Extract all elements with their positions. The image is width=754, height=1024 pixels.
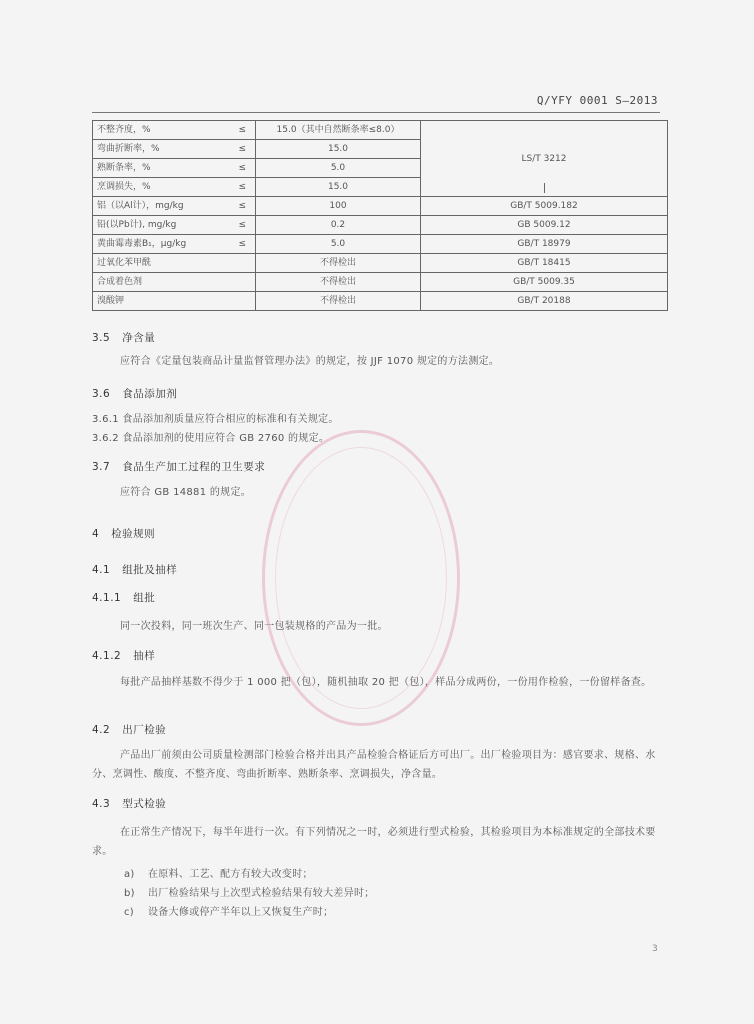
table-cell-method: GB/T 20188 [421, 292, 668, 311]
paragraph-4-3: 在正常生产情况下，每半年进行一次。有下列情况之一时，必须进行型式检验，其检验项目为本标准规定的全部技术要求。 [92, 827, 656, 857]
table-cell-operator: ≤ [230, 140, 256, 159]
section-title: 抽样 [133, 650, 156, 662]
section-number: 4.1.1 [92, 592, 122, 604]
section-heading-3-7 [92, 459, 265, 474]
table-cell-item: 黄曲霉毒素B₁，μg/kg [93, 235, 230, 254]
table-cell-item: 弯曲折断率，% [93, 140, 230, 159]
table-cell-item: 溴酸钾 [93, 292, 256, 311]
quality-spec-table [92, 120, 668, 311]
list-text: 设备大修或停产半年以上又恢复生产时； [148, 907, 334, 918]
list-text: 出厂检验结果与上次型式检验结果有较大差异时； [148, 888, 375, 899]
page-number: 3 [652, 944, 658, 954]
list-label: b) [124, 888, 135, 899]
section-title: 型式检验 [122, 798, 167, 810]
section-heading-3-5 [92, 330, 155, 345]
table-cell-item: 铝（以Al计），mg/kg [93, 197, 230, 216]
table-cell-value: 15.0（其中自然断条率≤8.0） [256, 121, 421, 140]
section-title: 组批 [133, 592, 156, 604]
table-cell-item: 烹调损失，% [93, 178, 230, 197]
table-cell-value: 15.0 [256, 178, 421, 197]
section-title: 净含量 [122, 332, 156, 344]
section-number: 4 [92, 528, 100, 540]
list-label: a) [124, 869, 135, 880]
paragraph-4-1-1: 同一次投料，同一班次生产、同一包装规格的产品为一批。 [120, 621, 388, 632]
section-number: 3.5 [92, 332, 111, 344]
section-heading-4-1-2 [92, 648, 155, 663]
section-heading-4 [92, 526, 155, 541]
section-heading-3-6 [92, 386, 177, 401]
section-title: 组批及抽样 [122, 564, 178, 576]
section-title: 检验规则 [111, 528, 156, 540]
table-row [93, 254, 668, 273]
table-cell-value: 15.0 [256, 140, 421, 159]
table-cell-value: 不得检出 [256, 254, 421, 273]
list-item [124, 865, 313, 880]
table-cell-value: 100 [256, 197, 421, 216]
section-title: 出厂检验 [122, 724, 167, 736]
table-row [93, 121, 668, 140]
section-heading-4-1-1 [92, 590, 155, 605]
list-label: c) [124, 907, 134, 918]
table-cell-method: GB/T 18979 [421, 235, 668, 254]
section-title: 食品生产加工过程的卫生要求 [122, 461, 266, 473]
list-text: 在原料、工艺、配方有较大改变时； [148, 869, 313, 880]
table-row [93, 216, 668, 235]
table-cell-item: 合成着色剂 [93, 273, 256, 292]
table-cell-method [421, 121, 668, 197]
table-cell-operator: ≤ [230, 235, 256, 254]
table-tick-mark [544, 183, 545, 193]
section-number: 3.6 [92, 388, 111, 400]
section-heading-4-3 [92, 796, 166, 811]
paragraph-3-5: 应符合《定量包装商品计量监督管理办法》的规定，按 JJF 1070 规定的方法测定。 [120, 356, 500, 367]
paragraph-4-2: 产品出厂前须由公司质量检测部门检验合格并出具产品检验合格证后方可出厂。出厂检验项目为：感官要求、规格、水分、烹调性、酸度、不整齐度、弯曲折断率、熟断条率、烹调损失，净含量。 [92, 750, 656, 780]
table-cell-value: 不得检出 [256, 292, 421, 311]
section-number: 3.7 [92, 461, 111, 473]
table-cell-value: 不得检出 [256, 273, 421, 292]
table-row [93, 197, 668, 216]
header-rule [92, 112, 660, 113]
table-cell-item: 铅(以Pb计), mg/kg [93, 216, 230, 235]
table-cell-operator: ≤ [230, 178, 256, 197]
list-item [124, 884, 375, 899]
table-cell-value: 0.2 [256, 216, 421, 235]
section-number: 4.3 [92, 798, 111, 810]
list-item [124, 903, 333, 918]
table-cell-method: GB/T 5009.182 [421, 197, 668, 216]
table-cell-method: GB/T 18415 [421, 254, 668, 273]
section-heading-4-1 [92, 562, 177, 577]
table-row [93, 235, 668, 254]
section-number: 4.1.2 [92, 650, 122, 662]
table-row [93, 292, 668, 311]
table-cell-item: 过氧化苯甲酰 [93, 254, 256, 273]
clause-3-6-2: 3.6.2 食品添加剂的使用应符合 GB 2760 的规定。 [92, 433, 330, 444]
section-heading-4-2 [92, 722, 166, 737]
table-cell-operator: ≤ [230, 197, 256, 216]
table-cell-operator: ≤ [230, 216, 256, 235]
clause-3-6-1: 3.6.1 食品添加剂质量应符合相应的标准和有关规定。 [92, 414, 339, 425]
table-cell-method: GB 5009.12 [421, 216, 668, 235]
section-number: 4.1 [92, 564, 111, 576]
table-cell-value: 5.0 [256, 235, 421, 254]
table-cell-item: 熟断条率，% [93, 159, 230, 178]
table-cell-item: 不整齐度，% [93, 121, 230, 140]
method-label: LS/T 3212 [521, 153, 567, 164]
paragraph-4-1-2: 每批产品抽样基数不得少于 1 000 把（包），随机抽取 20 把（包），样品分成两份，一份用作检验，一份留样备查。 [120, 677, 652, 688]
standard-number: Q/YFY 0001 S—2013 [536, 94, 658, 107]
section-number: 4.2 [92, 724, 111, 736]
section-title: 食品添加剂 [122, 388, 178, 400]
table-cell-operator: ≤ [230, 121, 256, 140]
table-cell-value: 5.0 [256, 159, 421, 178]
paragraph-3-7: 应符合 GB 14881 的规定。 [120, 487, 252, 498]
table-cell-operator: ≤ [230, 159, 256, 178]
table-row [93, 273, 668, 292]
table-cell-method: GB/T 5009.35 [421, 273, 668, 292]
